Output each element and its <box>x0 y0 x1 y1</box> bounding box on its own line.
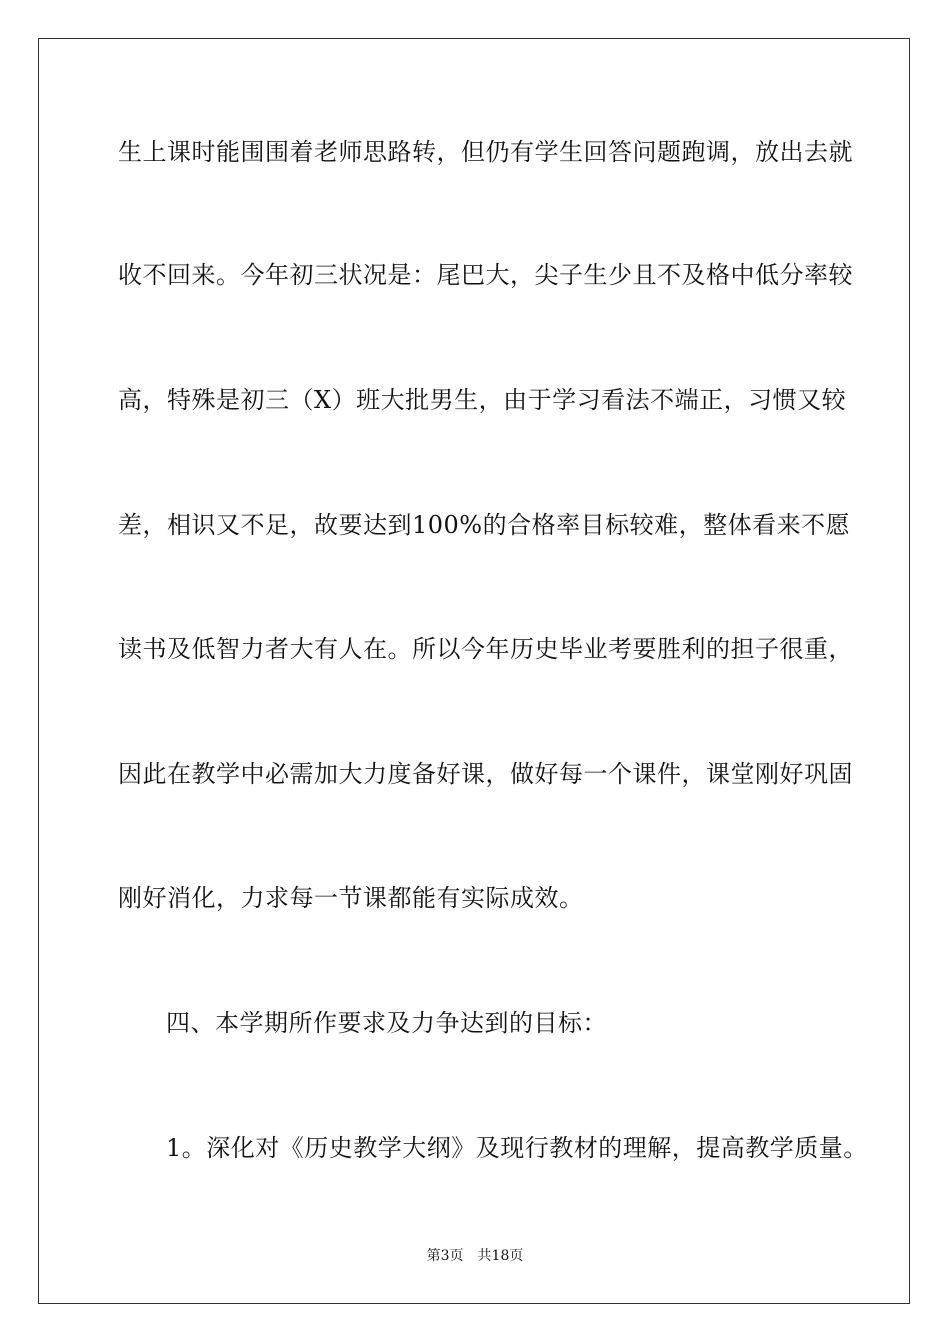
page-border <box>38 38 910 1304</box>
paragraph-line-1: 生上课时能围围着老师思路转，但仍有学生回答问题跑调，放出去就 <box>118 138 853 166</box>
page-footer <box>0 1246 950 1266</box>
list-item-1: 1。深化对《历史教学大纲》及现行教材的理解，提高教学质量。 <box>166 1134 868 1162</box>
page-total: 共18页 <box>477 1248 524 1264</box>
page-number: 第3页 <box>426 1248 464 1264</box>
paragraph-line-7: 刚好消化，力求每一节课都能有实际成效。 <box>118 884 584 912</box>
paragraph-line-6: 因此在教学中必需加大力度备好课，做好每一个课件，课堂刚好巩固 <box>118 760 853 788</box>
paragraph-line-2: 收不回来。今年初三状况是：尾巴大，尖子生少且不及格中低分率较 <box>118 261 853 289</box>
paragraph-line-3: 高，特殊是初三（X）班大批男生，由于学习看法不端正，习惯又较 <box>118 386 847 414</box>
section-heading: 四、本学期所作要求及力争达到的目标： <box>166 1009 607 1037</box>
paragraph-line-4: 差，相识又不足，故要达到100%的合格率目标较难，整体看来不愿 <box>118 511 851 539</box>
paragraph-line-5: 读书及低智力者大有人在。所以今年历史毕业考要胜利的担子很重， <box>118 635 853 663</box>
